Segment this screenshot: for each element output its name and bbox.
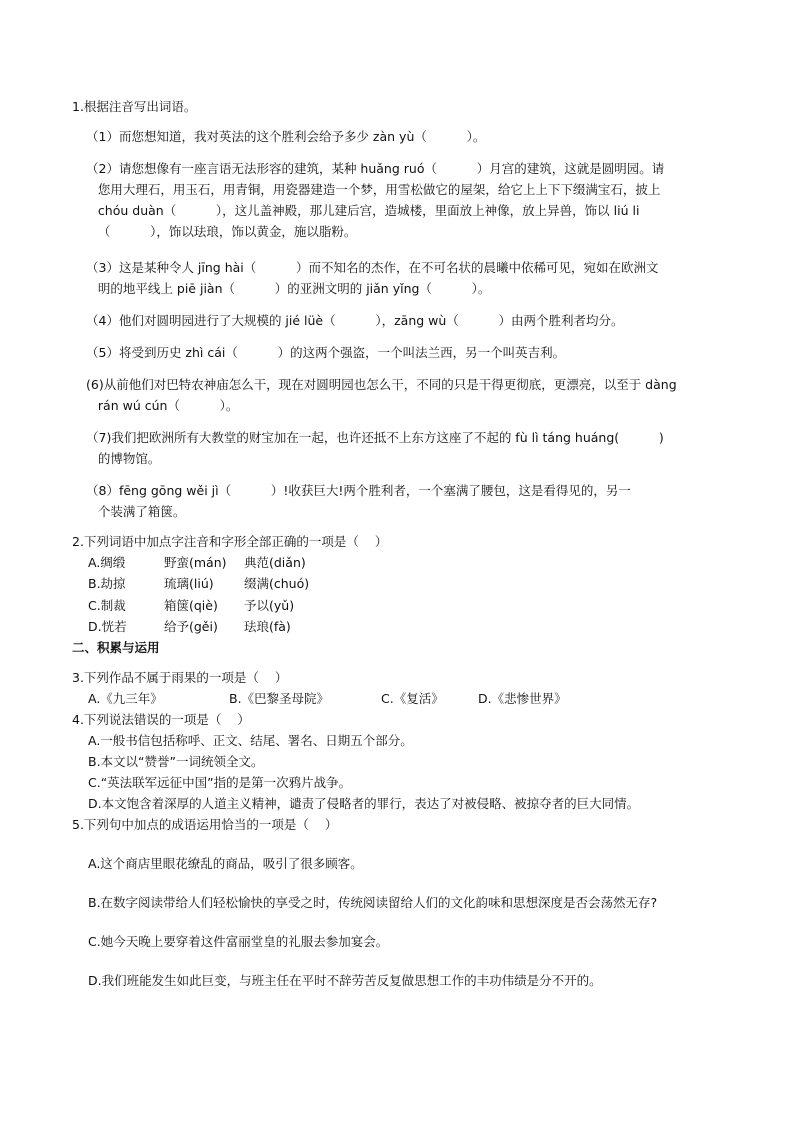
question-4-option-a: A.一般书信包括称呼、正文、结尾、署名、日期五个部分。 <box>88 733 413 749</box>
option-c: C.《复活》 <box>381 691 444 707</box>
option-a: A.《九三年》 <box>88 691 163 707</box>
option-label: D.恍若 <box>88 618 127 634</box>
question-1-item-8: （8）fēng gōng wěi jì（ ）!收获巨大!两个胜利者，一个塞满了腰包，这是看得见的，另一 个装满了箱箧。 <box>86 483 631 519</box>
question-5-option-c: C.她今天晚上要穿着这件富丽堂皇的礼服去参加宴会。 <box>88 934 389 950</box>
option-word: 琉璃(liú) <box>164 576 214 592</box>
option-word: 典范(diǎn) <box>244 555 306 570</box>
option-row <box>72 616 722 637</box>
question-4-option-b: B.本文以“赞誉”一词统领全文。 <box>88 754 264 770</box>
question-2-title: 2.下列词语中加点字注音和字形全部正确的一项是（ ） <box>72 534 388 549</box>
question-1-item-2: （2）请您想像有一座言语无法形容的建筑，某种 huǎng ruó（ ）月宫的建筑，这就是圆明园。请 您用大理石，用玉石，用青铜，用瓷器建造一个梦，用雪松做它的屋架，给它上上下下缀满宝石，披上 chóu duàn（ ），这儿盖神殿，那儿建后宫，造城楼，里面放上神像，放上异兽，饰以 liú li （ ），饰以珐琅，饰以黄金，施以脂粉。 <box>86 161 665 239</box>
question-1-item-6: (6)从前他们对巴特农神庙怎么干，现在对圆明园也怎么干，不同的只是干得更彻底，更漂亮，以至于 dàng rán wú cún（ ）。 <box>86 377 677 413</box>
option-word: 箱箧(qiè) <box>164 597 218 613</box>
question-1-item-5: （5）将受到历史 zhì cái（ ）的这两个强盗，一个叫法兰西，另一个叫英吉利。 <box>86 345 566 360</box>
option-word: 给予(gěi) <box>164 618 218 634</box>
question-4-option-c: C.“英法联军远征中国”指的是第一次鸦片战争。 <box>88 775 352 791</box>
option-row <box>72 573 722 594</box>
option-d: D.《悲惨世界》 <box>478 691 567 707</box>
option-row <box>72 595 722 616</box>
option-word: 缀满(chuó) <box>244 576 310 592</box>
question-5-option-d: D.我们班能发生如此巨变，与班主任在平时不辞劳苦反复做思想工作的丰功伟绩是分不开的。 <box>88 973 602 989</box>
question-5-option-b: B.在数字阅读带给人们轻松愉快的享受之时，传统阅读留给人们的文化韵味和思想深度是否会荡然无存? <box>88 895 658 911</box>
option-b: B.《巴黎圣母院》 <box>229 691 330 707</box>
question-5-title: 5.下列句中加点的成语运用恰当的一项是（ ） <box>72 817 338 833</box>
question-4-title: 4.下列说法错误的一项是（ ） <box>72 712 250 728</box>
question-4-option-d: D.本文饱含着深厚的人道主义精神，谴责了侵略者的罪行，表达了对被侵略、被掠夺者的巨大同情。 <box>88 796 640 812</box>
option-word: 珐琅(fà) <box>244 618 291 634</box>
question-1-title: 1.根据注音写出词语。 <box>72 99 197 114</box>
option-label: B.劫掠 <box>88 576 126 592</box>
option-word: 予以(yǔ) <box>244 597 295 613</box>
question-2-options <box>72 552 722 637</box>
option-row <box>72 552 722 573</box>
question-3-title: 3.下列作品不属于雨果的一项是（ ） <box>72 670 288 686</box>
question-1-item-3: （3）这是某种令人 jīng hài（ ）而不知名的杰作，在不可名状的晨曦中依稀可见，宛如在欧洲文 明的地平线上 piē jiàn（ ）的亚洲文明的 jiǎn yǐng（ ）。 <box>86 260 659 296</box>
option-label: C.制裁 <box>88 597 126 613</box>
question-1-item-4: （4）他们对圆明园进行了大规模的 jié lüè（ ），zāng wù（ ）由两个胜利者均分。 <box>86 313 624 328</box>
question-1-item-7: （7)我们把欧洲所有大教堂的财宝加在一起，也许还抵不上东方这座了不起的 fù lì táng huáng( ) 的博物馆。 <box>86 430 664 466</box>
option-label: A.绸缎 <box>88 555 126 570</box>
option-word: 野蛮(mán) <box>164 555 227 570</box>
question-1-item-1: （1）而您想知道，我对英法的这个胜利会给予多少 zàn yù（ ）。 <box>86 129 486 144</box>
question-3-options <box>72 688 722 709</box>
question-5-option-a: A.这个商店里眼花缭乱的商品，吸引了很多顾客。 <box>88 856 363 872</box>
section-heading: 二、积累与运用 <box>72 640 160 656</box>
document-page <box>72 96 722 991</box>
